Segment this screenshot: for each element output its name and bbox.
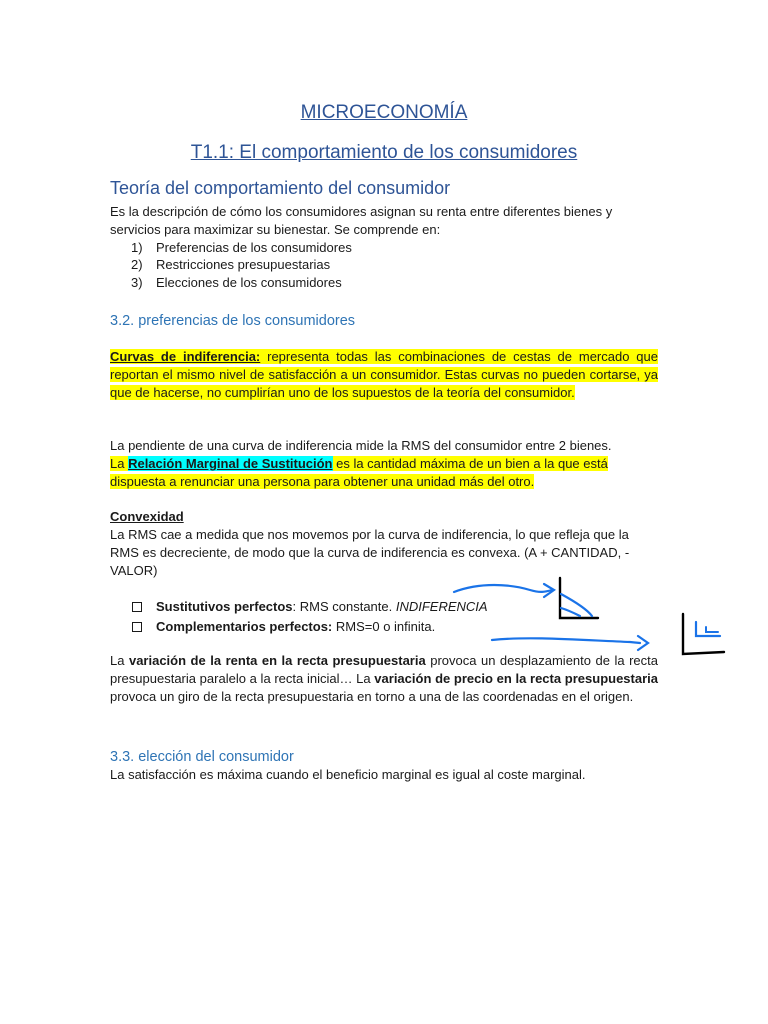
rms-term: Relación Marginal de Sustitución bbox=[128, 455, 333, 471]
renta-bold-2: variación de precio en la recta presupuestaria bbox=[374, 670, 658, 686]
bullet-label: Complementarios perfectos: bbox=[156, 619, 333, 634]
list-text: Preferencias de los consumidores bbox=[156, 239, 352, 255]
list-item bbox=[110, 256, 658, 274]
pendiente-line: La pendiente de una curva de indiferencia mide la RMS del consumidor entre 2 bienes. bbox=[110, 438, 612, 453]
renta-bold-1: variación de la renta en la recta presupuestaria bbox=[128, 653, 426, 668]
teoria-line-2: servicios para maximizar su bienestar. Se comprende en: bbox=[110, 221, 441, 237]
convexidad-heading: Convexidad bbox=[110, 509, 184, 524]
teoria-list bbox=[110, 239, 658, 292]
list-number: 2) bbox=[131, 257, 143, 273]
pendiente-paragraph bbox=[110, 437, 658, 490]
section-heading-preferencias: 3.2. preferencias de los consumidores bbox=[110, 313, 356, 329]
section-heading-eleccion: 3.3. elección del consumidor bbox=[110, 749, 294, 765]
teoria-paragraph bbox=[110, 203, 658, 292]
checkbox-bullet-icon bbox=[132, 622, 142, 632]
curvas-paragraph bbox=[110, 348, 658, 401]
rms-text: es la cantidad máxima de un bien a la que está dispuesta a renunciar una persona para obtener una unidad más del otro. bbox=[110, 455, 608, 489]
bullet-label: Sustitutivos perfectos bbox=[156, 599, 293, 614]
document-subtitle: T1.1: El comportamiento de los consumidores bbox=[190, 142, 578, 163]
renta-text-3: provoca un giro de la recta presupuestaria en torno a una de las coordenadas en el origen. bbox=[110, 688, 634, 704]
renta-text-1: La bbox=[110, 653, 129, 668]
list-item bbox=[110, 239, 658, 257]
bullet-text: RMS=0 o infinita. bbox=[332, 619, 436, 634]
teoria-line-1: Es la descripción de cómo los consumidores asignan su renta entre diferentes bienes y bbox=[110, 204, 613, 219]
checkbox-bullet-icon bbox=[132, 602, 142, 612]
convexidad-paragraph: La RMS cae a medida que nos movemos por la curva de indiferencia, lo que refleja que la RMS es decreciente, de modo que la curva de indiferencia es convexa. (A + CANTIDAD, - VALOR) bbox=[110, 527, 630, 578]
rms-prefix: La bbox=[110, 455, 129, 471]
list-number: 1) bbox=[131, 239, 143, 255]
bullet-extra: INDIFERENCIA bbox=[395, 599, 488, 614]
handwritten-indifference-sketch bbox=[440, 570, 650, 650]
eleccion-paragraph: La satisfacción es máxima cuando el beneficio marginal es igual al coste marginal. bbox=[110, 767, 586, 782]
renta-text-2: provoca un desplazamiento de la recta presupuestaria paralelo a la recta inicial… La bbox=[110, 653, 658, 686]
bullet-text: : RMS constante. bbox=[292, 599, 396, 614]
curvas-text: representa todas las combinaciones de cestas de mercado que reportan el mismo nivel de satisfacción a un consumidor. Estas curvas no pueden cortarse, ya que de hacerse, no cumplirían uno de los supuestos de la teoría del consumidor. bbox=[110, 349, 658, 400]
document-title: MICROECONOMÍA bbox=[300, 102, 468, 123]
list-item bbox=[110, 274, 658, 292]
list-text: Elecciones de los consumidores bbox=[156, 275, 342, 291]
curvas-term: Curvas de indiferencia: bbox=[110, 349, 261, 364]
section-heading-teoria: Teoría del comportamiento del consumidor bbox=[110, 178, 451, 198]
list-text: Restricciones presupuestarias bbox=[156, 257, 331, 273]
list-number: 3) bbox=[131, 275, 143, 291]
handwritten-complements-sketch bbox=[678, 610, 738, 660]
renta-paragraph bbox=[110, 652, 658, 705]
